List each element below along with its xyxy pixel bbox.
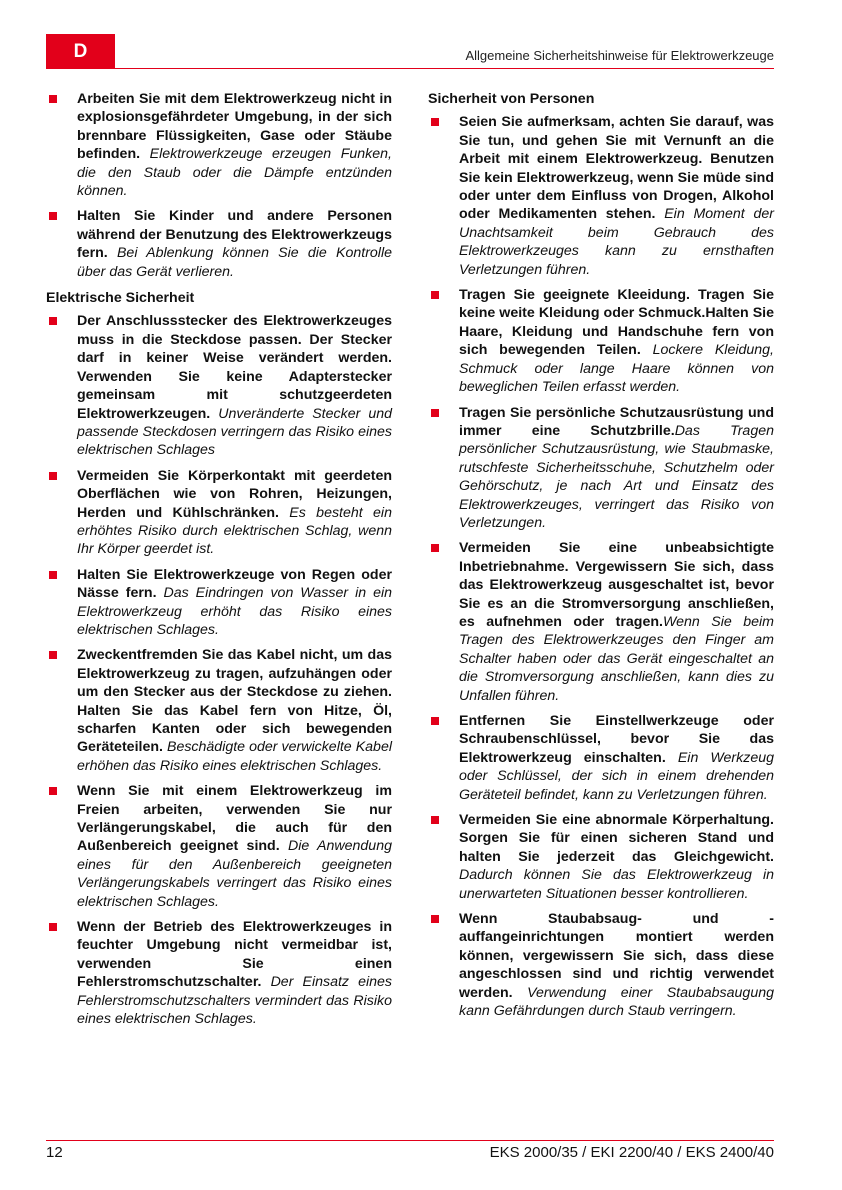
item-bold-text: Vermeiden Sie eine unbeabsichtigte Inbetriebnahme. Vergewissern Sie sich, dass das Elektrowerkzeug ausgeschaltet ist, bevor Sie es an die Stromversorgung anschließen, es aufnehmen oder tragen.: [459, 540, 774, 630]
item-bold-text: Wenn Sie mit einem Elektrowerkzeug im Freien arbeiten, verwenden Sie nur Verlängerungskabel, die auch für den Außenbereich geeignet sind.: [77, 783, 392, 855]
item-italic-text: Wenn Sie beim Tragen des Elektrowerkzeuges den Finger am Schalter haben oder das Gerät eingeschaltet an die Stromversorgung anschließen, kann dies zu Unfallen führen.: [459, 613, 775, 704]
item-italic-text: Es besteht ein erhöhtes Risiko durch elektrischen Schlag, wenn Ihr Körper geerdet ist.: [77, 504, 392, 558]
list-item: [46, 90, 392, 200]
item-italic-text: Die Anwendung eines für den Außenbereich geeigneten Verlängerungskabels verringert das Risiko eines elektrischen Schlages.: [77, 838, 392, 910]
list-item: [428, 910, 774, 1020]
item-italic-text: Unveränderte Stecker und passende Steckdosen verringern das Risiko eines elektrischen Schlages: [77, 405, 392, 459]
section-heading-electrical: Elektrische Sicherheit: [46, 290, 195, 307]
item-bold-text: Arbeiten Sie mit dem Elektrowerkzeug nicht in explosionsgefährdeter Umgebung, in der sich brennbare Flüssigkeiten, Gase oder Stäube befinden.: [77, 91, 392, 163]
language-tab: D: [46, 34, 115, 69]
list-item: [46, 312, 392, 459]
item-italic-text: Der Einsatz eines Fehlerstromschutzschalters vermindert das Risiko eines elektrischen Schlages.: [77, 974, 392, 1028]
bullet-square-icon: [431, 291, 439, 299]
item-italic-text: Das Eindringen von Wasser in ein Elektrowerkzeug erhöht das Risiko eines elektrischen Schlages.: [77, 585, 393, 638]
item-italic-text: Bei Ablenkung können Sie die Kontrolle über das Gerät verlieren.: [77, 245, 393, 280]
bullet-square-icon: [49, 472, 57, 480]
list-item: [46, 782, 392, 911]
item-italic-text: Ein Moment der Unachtsamkeit beim Gebrauch des Elektrowerkzeuges kann zu ernsthaften Verletzungen führen.: [459, 206, 774, 278]
item-bold-text: Halten Sie Elektrowerkzeuge von Regen oder Nässe fern.: [77, 566, 392, 602]
item-bold-text: Wenn der Betrieb des Elektrowerkzeuges in feuchter Umgebung nicht vermeidbar ist, verwenden Sie einen Fehlerstromschutzschalter.: [77, 919, 392, 991]
list-item: [46, 207, 392, 281]
item-bold-text: Vermeiden Sie eine abnormale Körperhaltung. Sorgen Sie für einen sicheren Stand und halten Sie jederzeit das Gleichgewicht.: [459, 812, 774, 865]
list-item: [46, 646, 392, 775]
item-bold-text: Tragen Sie persönliche Schutzausrüstung und immer eine Schutzbrille.: [459, 404, 774, 439]
item-bold-text: Vermeiden Sie Körperkontakt mit geerdeten Oberflächen wie von Rohren, Heizungen, Herden und Kühlschränken.: [77, 467, 392, 521]
item-bold-text: Zweckentfremden Sie das Kabel nicht, um das Elektrowerkzeug zu tragen, aufzuhängen oder um den Stecker aus der Steckdose zu ziehen. Halten Sie das Kabel fern von Hitze, Öl, scharfen Kanten oder sich bewegenden Geräteteilen.: [77, 647, 392, 756]
bullet-square-icon: [431, 717, 439, 725]
section-heading-personal-safety: Sicherheit von Personen: [428, 91, 595, 107]
item-bold-text: Seien Sie aufmerksam, achten Sie darauf, was Sie tun, und gehen Sie mit Vernunft an die Arbeit mit einem Elektrowerkzeug. Benutzen Sie kein Elektrowerkzeug, wenn Sie müde sind oder unter dem Einfluss von Drogen, Alkohol oder Medikamenten stehen.: [459, 114, 774, 223]
bullet-square-icon: [49, 923, 57, 931]
list-item: [428, 811, 774, 903]
list-item: [428, 539, 774, 705]
footer-model-numbers: EKS 2000/35 / EKI 2200/40 / EKS 2400/40: [489, 1144, 774, 1161]
bullet-square-icon: [431, 816, 439, 824]
bullet-square-icon: [431, 409, 439, 417]
list-item: [46, 467, 392, 559]
item-italic-text: Dadurch können Sie das Elektrowerkzeug in unerwarteten Situationen besser kontrollieren.: [459, 867, 774, 902]
item-bold-text: Der Anschlussstecker des Elektrowerkzeuges muss in die Steckdose passen. Der Stecker darf in keiner Weise verändert werden. Verwenden Sie keine Adapterstecker gemeinsam mit schutzgeerdeten Elektrowerkzeugen.: [77, 313, 392, 422]
list-item: [428, 712, 774, 804]
list-item: [428, 286, 774, 396]
bullet-square-icon: [431, 118, 439, 126]
item-italic-text: Das Tragen persönlicher Schutzausrüstung, wie Staubmaske, rutschfeste Sicherheitsschuhe, Schutzhelm oder Gehörschutz, je nach Art und Einsatz des Elektrowerkzeuges, verringert das Risiko von Verletzungen.: [459, 422, 774, 531]
item-bold-text: Tragen Sie geeignete Kleeidung. Tragen Sie keine weite Kleidung oder Schmuck.Halten Sie Haare, Kleidung und Handschuhe fern von sich bewegenden Teilen.: [459, 287, 774, 359]
page-header-title: Allgemeine Sicherheitshinweise für Elektrowerkzeuge: [465, 48, 774, 63]
bullet-square-icon: [431, 915, 439, 923]
list-item: [428, 113, 774, 279]
list-item: [428, 404, 774, 533]
right-column: [428, 90, 774, 1028]
list-item: [46, 566, 392, 640]
bullet-square-icon: [49, 571, 57, 579]
list-item: [46, 918, 392, 1028]
left-column: [46, 90, 392, 1036]
bullet-square-icon: [49, 95, 57, 103]
bullet-square-icon: [49, 317, 57, 325]
footer-divider: [46, 1140, 774, 1141]
bullet-square-icon: [49, 651, 57, 659]
item-italic-text: Elektrowerkzeuge erzeugen Funken, die den Staub oder die Dämpfe entzünden können.: [77, 146, 392, 200]
item-bold-text: Entfernen Sie Einstellwerkzeuge oder Schraubenschlüssel, bevor Sie das Elektrowerkzeug einschalten.: [459, 713, 774, 766]
item-italic-text: Beschädigte oder verwickelte Kabel erhöhen das Risiko eines elektrischen Schlages.: [77, 739, 392, 774]
bullet-square-icon: [431, 544, 439, 552]
bullet-square-icon: [49, 212, 57, 220]
item-italic-text: Verwendung einer Staubabsaugung kann Gefährdungen durch Staub verringern.: [459, 984, 774, 1020]
item-bold-text: Wenn Staubabsaug- und -auffangeinrichtungen montiert werden können, vergewissern Sie sich, dass diese angeschlossen sind und richtig verwendet werden.: [459, 911, 774, 1001]
item-italic-text: Lockere Kleidung, Schmuck oder lange Haare können von beweglichen Teilen erfasst werden.: [459, 342, 774, 396]
bullet-square-icon: [49, 787, 57, 795]
header-divider: [46, 68, 774, 69]
item-italic-text: Ein Werkzeug oder Schlüssel, der sich in einem drehenden Geräteteil befindet, kann zu Verletzungen führen.: [459, 749, 774, 803]
item-bold-text: Halten Sie Kinder und andere Personen während der Benutzung des Elektrowerkzeugs fern.: [77, 208, 392, 262]
page-number: 12: [46, 1144, 63, 1161]
